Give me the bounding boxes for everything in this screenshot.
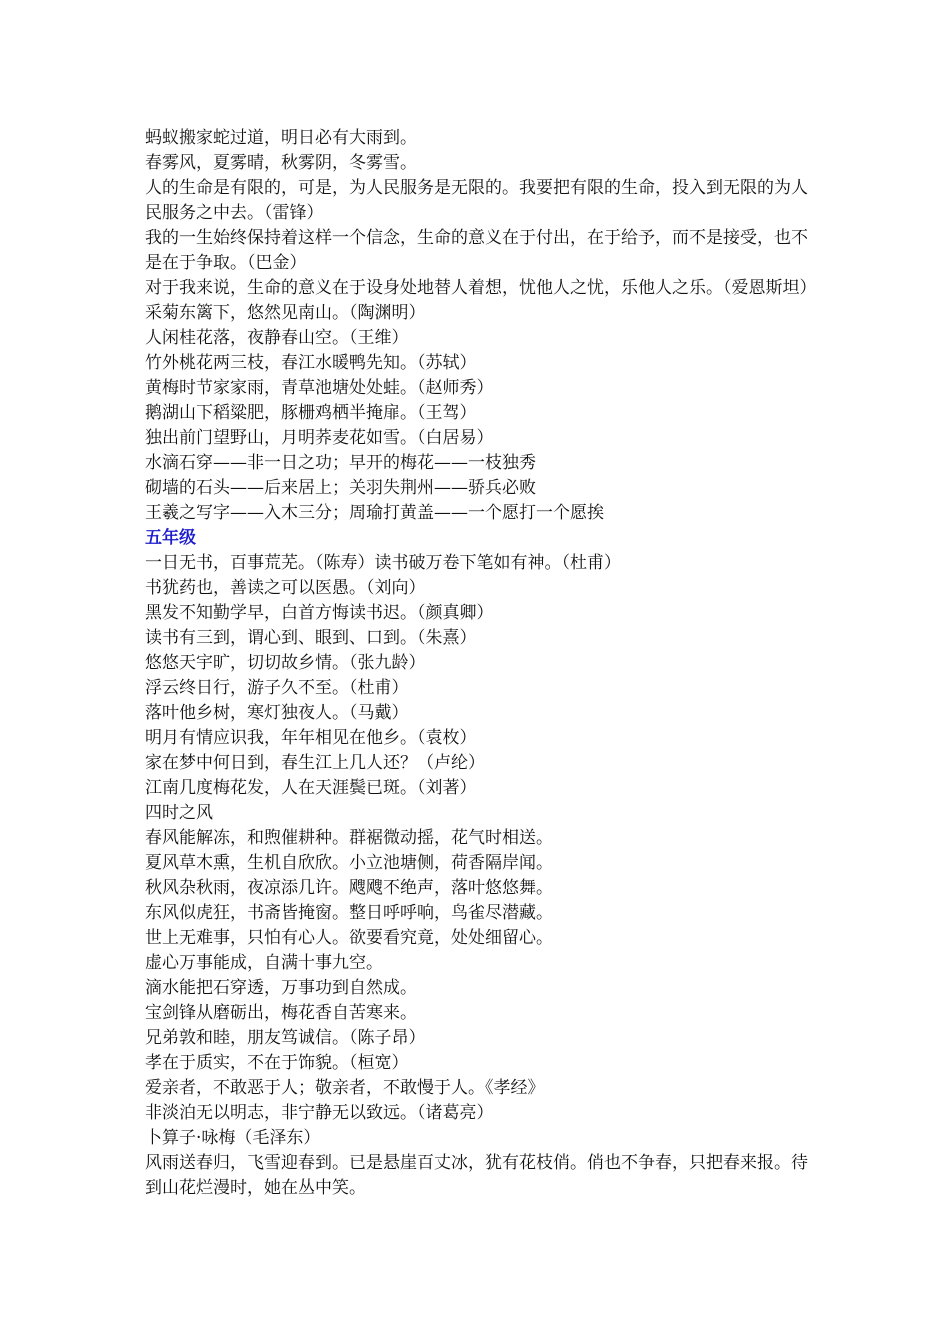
text-line: 家在梦中何日到，春生江上几人还？（卢纶） (145, 753, 485, 773)
text-line: 书犹药也，善读之可以医愚。（刘向） (145, 578, 426, 598)
text-line: 读书有三到，谓心到、眼到、口到。（朱熹） (145, 628, 477, 648)
section-grade-five (145, 551, 820, 1201)
text-line: 卜算子·咏梅（毛泽东） (145, 1128, 321, 1148)
text-line: 鹅湖山下稻粱肥，豚栅鸡栖半掩扉。（王驾） (145, 403, 477, 423)
document-body (145, 126, 820, 1201)
text-line: 我的一生始终保持着这样一个信念，生命的意义在于付出，在于给予，而不是接受，也不是在于争取。（巴金） (145, 228, 808, 273)
text-line: 浮云终日行，游子久不至。（杜甫） (145, 678, 409, 698)
text-line: 四时之风 (145, 803, 213, 823)
text-line: 东风似虎狂，书斋皆掩窗。整日呼呼响，鸟雀尽潜藏。 (145, 903, 553, 923)
text-line: 独出前门望野山，月明荞麦花如雪。（白居易） (145, 428, 494, 448)
grade-five-heading: 五年级 (145, 528, 196, 548)
text-line: 一日无书，百事荒芜。（陈寿）读书破万卷下笔如有神。（杜甫） (145, 553, 621, 573)
text-line: 竹外桃花两三枝，春江水暖鸭先知。（苏轼） (145, 353, 477, 373)
text-line: 兄弟敦和睦，朋友笃诚信。（陈子昂） (145, 1028, 426, 1048)
section-proverbs-quotes (145, 126, 820, 526)
text-line: 春风能解冻，和煦催耕种。群裾微动摇，花气时相送。 (145, 828, 553, 848)
text-line: 砌墙的石头——后来居上；关羽失荆州——骄兵必败 (145, 478, 536, 498)
text-line: 落叶他乡树，寒灯独夜人。（马戴） (145, 703, 409, 723)
text-line: 黑发不知勤学早，白首方悔读书迟。（颜真卿） (145, 603, 494, 623)
text-line: 江南几度梅花发，人在天涯鬓已斑。（刘著） (145, 778, 477, 798)
text-line: 非淡泊无以明志，非宁静无以致远。（诸葛亮） (145, 1103, 494, 1123)
text-line: 水滴石穿——非一日之功；早开的梅花——一枝独秀 (145, 453, 536, 473)
text-line: 明月有情应识我，年年相见在他乡。（袁枚） (145, 728, 477, 748)
text-line: 黄梅时节家家雨，青草池塘处处蛙。（赵师秀） (145, 378, 494, 398)
text-line: 春雾风，夏雾晴，秋雾阴，冬雾雪。 (145, 153, 417, 173)
text-line: 王羲之写字——入木三分；周瑜打黄盖——一个愿打一个愿挨 (145, 503, 604, 523)
text-line: 夏风草木熏，生机自欣欣。小立池塘侧，荷香隔岸闻。 (145, 853, 553, 873)
text-line: 风雨送春归，飞雪迎春到。已是悬崖百丈冰，犹有花枝俏。俏也不争春，只把春来报。待到山花烂漫时，她在丛中笑。 (145, 1153, 808, 1198)
text-line: 孝在于质实，不在于饰貌。（桓宽） (145, 1053, 409, 1073)
text-line: 人的生命是有限的，可是，为人民服务是无限的。我要把有限的生命，投入到无限的为人民服务之中去。（雷锋） (145, 178, 808, 223)
text-line: 人闲桂花落，夜静春山空。（王维） (145, 328, 409, 348)
text-line: 世上无难事，只怕有心人。欲要看究竟，处处细留心。 (145, 928, 553, 948)
text-line: 宝剑锋从磨砺出，梅花香自苦寒来。 (145, 1003, 417, 1023)
text-line: 虚心万事能成，自满十事九空。 (145, 953, 383, 973)
text-line: 秋风杂秋雨，夜凉添几许。飕飕不绝声，落叶悠悠舞。 (145, 878, 553, 898)
text-line: 采菊东篱下，悠然见南山。（陶渊明） (145, 303, 426, 323)
text-line: 蚂蚁搬家蛇过道，明日必有大雨到。 (145, 128, 417, 148)
text-line: 爱亲者，不敢恶于人；敬亲者，不敢慢于人。《孝经》 (145, 1078, 545, 1098)
text-line: 悠悠天宇旷，切切故乡情。（张九龄） (145, 653, 426, 673)
text-line: 对于我来说，生命的意义在于设身处地替人着想，忧他人之忧，乐他人之乐。（爱恩斯坦） (145, 278, 817, 298)
text-line: 滴水能把石穿透，万事功到自然成。 (145, 978, 417, 998)
